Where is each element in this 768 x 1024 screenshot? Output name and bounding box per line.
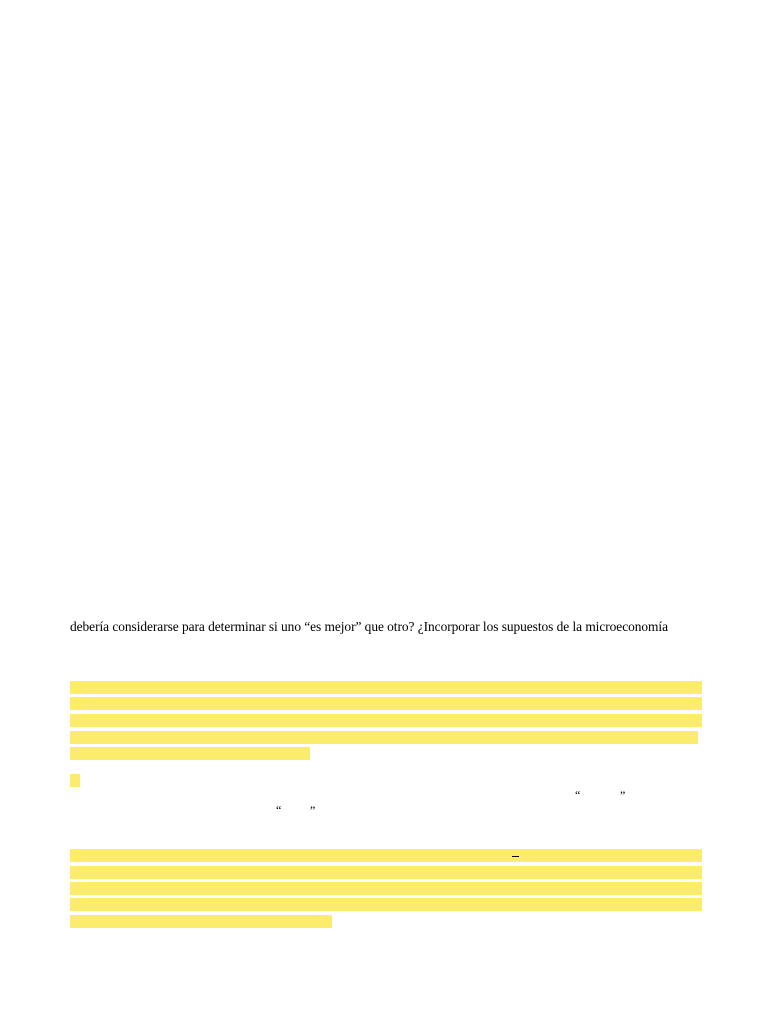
highlight-line xyxy=(70,747,310,760)
highlight-line xyxy=(70,866,702,879)
quote-close-mark: ” xyxy=(620,788,626,802)
quote-close-mark: ” xyxy=(310,803,316,817)
dash-mark xyxy=(512,856,519,857)
highlight-line xyxy=(70,849,702,862)
highlight-line xyxy=(70,714,702,727)
quote-open-mark: “ xyxy=(276,803,282,817)
highlight-line xyxy=(70,681,702,694)
highlight-line xyxy=(70,731,698,744)
highlight-line xyxy=(70,898,702,911)
highlight-line xyxy=(70,697,702,710)
quote-open-mark: “ xyxy=(575,788,581,802)
highlight-marker xyxy=(70,774,80,787)
body-text-line: debería considerarse para determinar si uno “es mejor” que otro? ¿Incorporar los supuestos de la microeconomía xyxy=(70,619,668,634)
highlight-line xyxy=(70,915,332,928)
highlight-line xyxy=(70,882,702,895)
